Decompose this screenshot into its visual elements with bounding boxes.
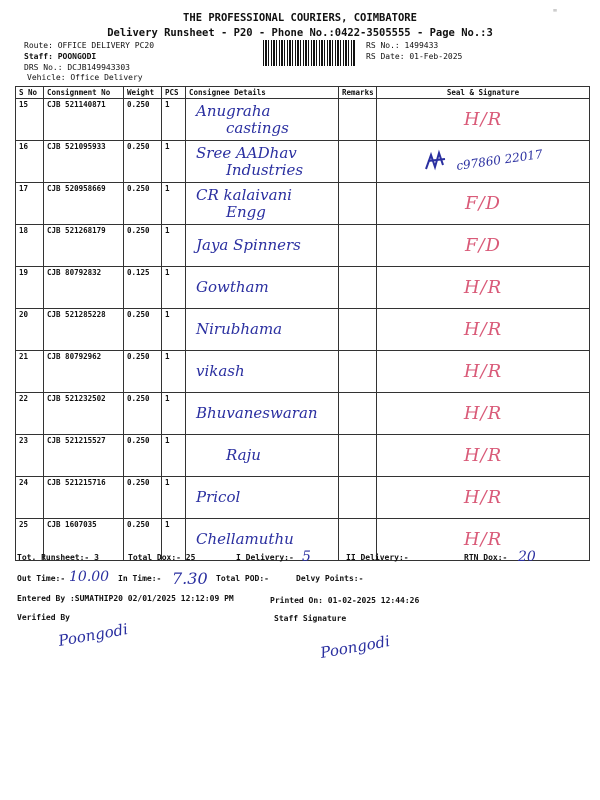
cell-consignee [186, 351, 339, 393]
col-header-consignee: Consignee Details [186, 87, 339, 99]
consignee-name: Pricol [196, 488, 241, 506]
cell-pcs: 1 [162, 393, 186, 435]
staff-signature-label: Staff Signature [274, 614, 347, 623]
cell-signature [377, 393, 590, 435]
cell-weight: 0.250 [124, 477, 162, 519]
consignee-name: Nirubhama [196, 320, 283, 338]
cell-signature [377, 309, 590, 351]
barcode [263, 40, 355, 66]
out-time-value: 10.00 [69, 569, 110, 585]
rs-date: RS Date: 01-Feb-2025 [366, 52, 463, 61]
consignee-name: Bhuvaneswaran [196, 404, 318, 422]
delivery-points-label: Delvy Points:- [296, 574, 364, 583]
cell-consignment: CJB 1607035 [44, 519, 124, 561]
cell-consignee [186, 393, 339, 435]
table-row [16, 477, 590, 519]
col-header-pcs: PCS [162, 87, 186, 99]
delivery-mark: H/R [463, 277, 503, 298]
cell-sno: 24 [16, 477, 44, 519]
cell-weight: 0.250 [124, 393, 162, 435]
cell-consignment: CJB 521095933 [44, 141, 124, 183]
rtn-dox-label: RTN Dox:- [464, 553, 508, 562]
cell-pcs: 1 [162, 351, 186, 393]
cell-remarks [339, 141, 377, 183]
consignee-name: Raju [226, 446, 261, 464]
out-time-label: Out Time:- [17, 574, 66, 583]
cell-pcs: 1 [162, 99, 186, 141]
cell-consignee [186, 141, 339, 183]
verified-by-label: Verified By [17, 613, 70, 622]
cell-consignment: CJB 521215716 [44, 477, 124, 519]
col-header-remarks: Remarks [339, 87, 377, 99]
cell-signature [377, 141, 590, 183]
cell-consignment: CJB 521268179 [44, 225, 124, 267]
cell-pcs: 1 [162, 309, 186, 351]
table-row [16, 141, 590, 183]
cell-consignment: CJB 80792962 [44, 351, 124, 393]
cell-pcs: 1 [162, 225, 186, 267]
consignee-name-line2: Engg [226, 202, 266, 221]
cell-signature [377, 267, 590, 309]
cell-sno: 17 [16, 183, 44, 225]
table-header-row [16, 87, 590, 99]
cell-sno: 16 [16, 141, 44, 183]
cell-pcs: 1 [162, 267, 186, 309]
cell-consignment: CJB 80792832 [44, 267, 124, 309]
cell-remarks [339, 393, 377, 435]
table-row [16, 183, 590, 225]
rs-number: RS No.: 1499433 [366, 41, 439, 50]
cell-consignee [186, 267, 339, 309]
company-name: THE PROFESSIONAL COURIERS, COIMBATORE [183, 12, 417, 24]
cell-pcs: 1 [162, 183, 186, 225]
total-runsheet: Tot. Runsheet:- 3 [17, 553, 99, 562]
cell-sno: 21 [16, 351, 44, 393]
consignee-name-line2: Industries [226, 160, 304, 179]
cell-consignment: CJB 521232502 [44, 393, 124, 435]
delivery-mark: H/R [463, 319, 503, 340]
corner-mark: " [552, 8, 559, 19]
delivery-mark: F/D [465, 235, 501, 256]
cell-sno: 20 [16, 309, 44, 351]
cell-remarks [339, 309, 377, 351]
cell-pcs: 1 [162, 435, 186, 477]
entered-by: Entered By :SUMATHIP20 02/01/2025 12:12:09 PM [17, 594, 234, 603]
delivery-mark: H/R [463, 529, 503, 550]
cell-pcs: 1 [162, 141, 186, 183]
staff-label: Staff: POONGODI [24, 52, 97, 61]
cell-weight: 0.250 [124, 309, 162, 351]
delivery-mark: F/D [465, 193, 501, 214]
consignee-name-line2: castings [226, 118, 289, 137]
table-row [16, 351, 590, 393]
cell-consignment: CJB 521140871 [44, 99, 124, 141]
received-note: c97860 22017 [455, 146, 544, 173]
consignee-name: Jaya Spinners [196, 236, 301, 254]
cell-sno: 25 [16, 519, 44, 561]
printed-on: Printed On: 01-02-2025 12:44:26 [270, 596, 420, 605]
cell-sno: 15 [16, 99, 44, 141]
cell-weight: 0.250 [124, 351, 162, 393]
consignee-name: Gowtham [196, 278, 269, 296]
cell-consignee [186, 435, 339, 477]
cell-signature [377, 477, 590, 519]
cell-sno: 23 [16, 435, 44, 477]
cell-weight: 0.250 [124, 225, 162, 267]
cell-consignee [186, 99, 339, 141]
col-header-weight: Weight [124, 87, 162, 99]
total-dox: Total Dox:- 25 [128, 553, 196, 562]
i-delivery-label: I Delivery:- [236, 553, 294, 562]
receiver-signature-icon [423, 149, 451, 175]
cell-consignment: CJB 520958669 [44, 183, 124, 225]
cell-weight: 0.250 [124, 99, 162, 141]
route-label: Route: OFFICE DELIVERY PC20 [24, 41, 155, 50]
consignee-name: CR kalaivani [196, 185, 292, 204]
cell-consignee [186, 183, 339, 225]
cell-consignment: CJB 521285228 [44, 309, 124, 351]
runsheet-title: Delivery Runsheet - P20 - Phone No.:0422-3505555 - Page No.:3 [107, 27, 493, 39]
col-header-sno: S No [16, 87, 44, 99]
cell-consignee [186, 477, 339, 519]
cell-signature [377, 351, 590, 393]
table-row [16, 393, 590, 435]
cell-remarks [339, 225, 377, 267]
cell-remarks [339, 99, 377, 141]
cell-weight: 0.250 [124, 435, 162, 477]
cell-consignee [186, 309, 339, 351]
cell-weight: 0.125 [124, 267, 162, 309]
cell-remarks [339, 435, 377, 477]
ii-delivery-label: II Delivery:- [346, 553, 409, 562]
verified-by-signature: Poongodi [56, 620, 130, 650]
drs-number: DRS No.: DCJB149943303 [24, 63, 130, 72]
table-row [16, 435, 590, 477]
table-row [16, 225, 590, 267]
cell-remarks [339, 183, 377, 225]
in-time-value: 7.30 [172, 569, 208, 588]
col-header-consignment: Consignment No [44, 87, 124, 99]
consignee-name: vikash [196, 362, 245, 380]
rtn-dox-value: 20 [518, 549, 536, 565]
cell-signature [377, 435, 590, 477]
cell-signature [377, 99, 590, 141]
cell-signature [377, 225, 590, 267]
delivery-mark: H/R [463, 487, 503, 508]
delivery-mark: H/R [463, 361, 503, 382]
table-row [16, 99, 590, 141]
cell-consignee [186, 225, 339, 267]
cell-consignment: CJB 521215527 [44, 435, 124, 477]
runsheet-table [15, 86, 590, 561]
delivery-mark: H/R [463, 403, 503, 424]
delivery-mark: H/R [463, 445, 503, 466]
consignee-name: Chellamuthu [196, 530, 294, 548]
cell-remarks [339, 267, 377, 309]
staff-signature: Poongodi [318, 632, 392, 662]
cell-weight: 0.250 [124, 141, 162, 183]
i-delivery-value: 5 [302, 549, 311, 565]
cell-sno: 19 [16, 267, 44, 309]
cell-sno: 18 [16, 225, 44, 267]
table-row [16, 267, 590, 309]
total-pod-label: Total POD:- [216, 574, 269, 583]
consignee-name: Sree AADhav [196, 143, 297, 162]
cell-pcs: 1 [162, 477, 186, 519]
cell-pcs: 1 [162, 519, 186, 561]
delivery-mark: H/R [463, 109, 503, 130]
vehicle-label: Vehicle: Office Delivery [27, 73, 143, 82]
cell-remarks [339, 477, 377, 519]
cell-weight: 0.250 [124, 183, 162, 225]
cell-sno: 22 [16, 393, 44, 435]
in-time-label: In Time:- [118, 574, 162, 583]
consignee-name: Anugraha [196, 101, 271, 120]
cell-remarks [339, 351, 377, 393]
cell-weight: 0.250 [124, 519, 162, 561]
col-header-signature: Seal & Signature [377, 87, 590, 99]
table-row [16, 309, 590, 351]
cell-signature [377, 183, 590, 225]
